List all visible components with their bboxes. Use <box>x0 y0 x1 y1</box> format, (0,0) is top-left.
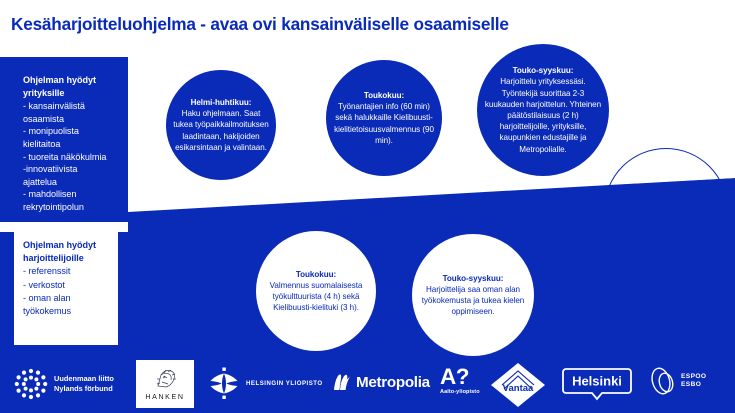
page-title: Kesäharjoitteluohjelma - avaa ovi kansainväliselle osaamiselle <box>11 14 509 34</box>
circle-body: Osallistut yhteiseen päätöstilaisuuteen (2,5 h), jossa yritykset ja harjoittelijat pääsevät vaihtamaan oppeja. <box>613 188 719 232</box>
benefits-trainees-heading: Ohjelman hyödyt harjoittelijoille <box>23 240 97 263</box>
circle-body: Harjoittelija saa oman alan työkokemusta ja tukea kielen oppimiseen. <box>421 284 525 317</box>
uudenmaan-liitto-line2: Nylands förbund <box>54 384 113 393</box>
espoo-line1: ESPOO <box>681 372 707 380</box>
circle-heading: Toukokuu: <box>295 269 337 279</box>
benefits-trainees-panel <box>14 231 118 345</box>
circle-heading: Touko-syyskuu: <box>512 66 574 76</box>
aalto-mark: A? <box>440 364 469 389</box>
benefits-companies-item: - monipuolista kielitaitoa <box>23 126 79 149</box>
logo-uudenmaan-liitto <box>14 367 114 401</box>
benefits-trainees-item: - referenssit <box>23 266 71 277</box>
svg-text:Helsinki: Helsinki <box>572 373 622 389</box>
uudenmaan-liitto-wordmark <box>54 374 114 393</box>
benefits-companies-panel <box>14 66 118 212</box>
espoo-icon <box>650 366 676 396</box>
logo-vantaa <box>490 362 546 408</box>
espoo-line2: ESBO <box>681 381 702 388</box>
timeline-circle-helmi-huhtikuu <box>166 70 276 180</box>
helsingin-yliopisto-icon <box>208 367 240 400</box>
benefits-companies-item: - kansainvälistä osaamista <box>23 101 85 124</box>
timeline-circle-touko-syyskuu-trainee <box>412 234 534 356</box>
uudenmaan-liitto-icon <box>14 367 48 401</box>
uudenmaan-liitto-line1: Uudenmaan liitto <box>54 374 114 384</box>
espoo-wordmark <box>681 373 706 389</box>
benefits-companies-item: - mahdollisen rekrytointipolun <box>23 189 84 212</box>
timeline-circle-closing-event <box>604 148 728 272</box>
circle-heading: Helmi-huhtikuu: <box>190 97 252 107</box>
benefits-companies-item: -innovatiivista ajattelua <box>23 164 78 187</box>
circle-body: Työnantajien info (60 min) sekä halukkaille Kielibuusti-kielitietoisuusvalmennus (90 min). <box>334 102 434 145</box>
metropolia-icon <box>332 371 354 393</box>
circle-body: Valmennus suomalaisesta työkulttuurista (4 h) sekä Kielibuusti-kielituki (3 h). <box>269 280 363 313</box>
logo-espoo <box>650 366 706 396</box>
benefits-trainees-item: - verkostot <box>23 279 65 290</box>
circle-heading: Touko-syyskuu: <box>442 273 504 283</box>
hanken-crest-icon <box>152 367 178 391</box>
helsingin-yliopisto-wordmark: HELSINGIN YLIOPISTO <box>246 380 323 387</box>
logo-metropolia <box>332 371 430 393</box>
logo-aalto-yliopisto <box>440 366 480 395</box>
hanken-wordmark: HANKEN <box>145 393 185 401</box>
benefits-companies-item: - tuoreita näkökulmia <box>23 151 107 162</box>
logo-helsingin-yliopisto <box>208 367 323 400</box>
benefits-companies-heading: Ohjelman hyödyt yrityksille <box>23 75 97 98</box>
timeline-circle-toukokuu-trainee <box>256 231 376 351</box>
circle-body: Harjoittelu yrityksessäsi. Työntekijä suorittaa 2-3 kuukauden harjoittelun. Yhteinen päätöstilaisuus (2 h) harjoittelijoille, yrityksille, kaupunkien edustajille ja Metropolialle. <box>484 77 602 154</box>
timeline-circle-touko-syyskuu-company <box>477 44 609 176</box>
circle-body: Haku ohjelmaan. Saat tukea työpaikkailmoituksen laadintaan, hakijoiden esikarsintaan ja valintaan. <box>173 109 269 152</box>
timeline-circle-toukokuu-employer <box>326 60 442 176</box>
aalto-wordmark: Aalto-yliopisto <box>440 389 480 395</box>
metropolia-wordmark: Metropolia <box>356 373 430 391</box>
circle-heading: Toukokuu: <box>363 90 405 100</box>
benefits-trainees-item: - oman alan työkokemus <box>23 293 72 316</box>
logo-helsinki <box>560 366 634 402</box>
logo-hanken <box>136 360 194 408</box>
svg-text:Vantaa: Vantaa <box>502 383 534 394</box>
